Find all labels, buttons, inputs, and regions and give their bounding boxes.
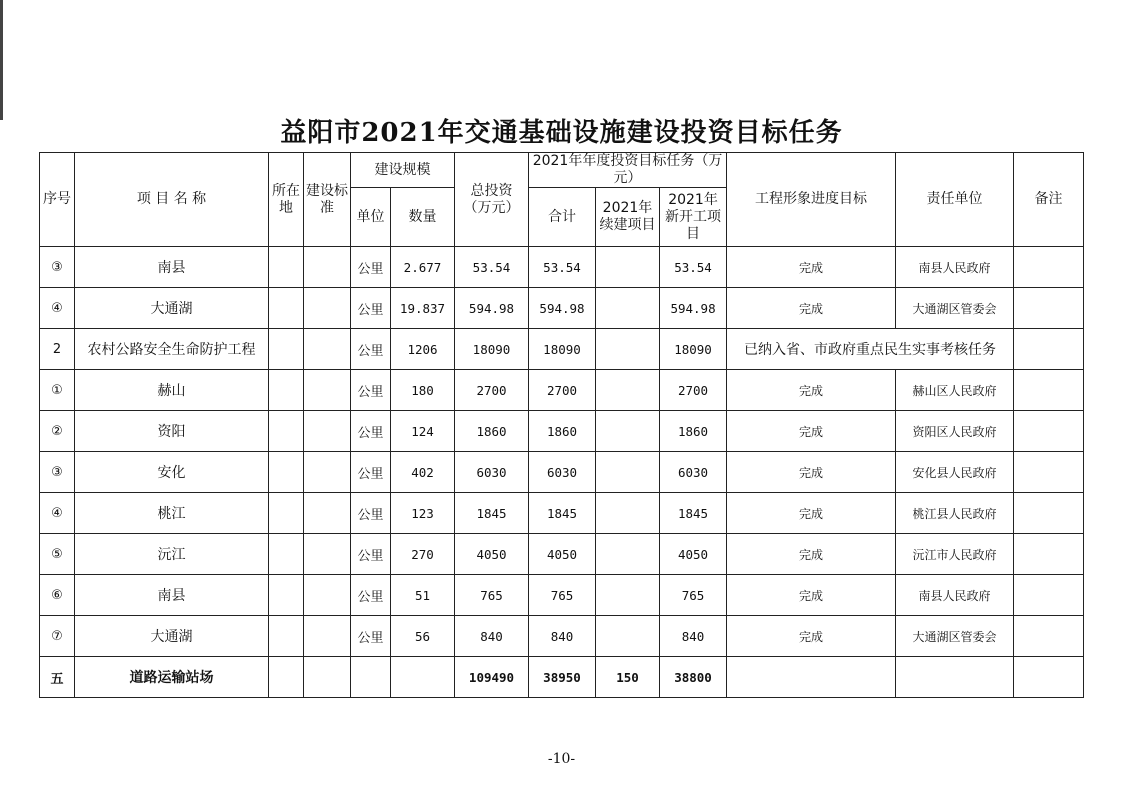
header-remarks: 备注 (1014, 153, 1084, 247)
cell-total: 594.98 (455, 288, 529, 329)
header-unit: 单位 (351, 188, 391, 247)
cell-goal: 完成 (727, 575, 896, 616)
cell-responsible (896, 657, 1014, 698)
cell-location (269, 411, 304, 452)
header-continued: 2021年续建项目 (596, 188, 660, 247)
cell-continued (596, 452, 660, 493)
cell-remarks (1014, 657, 1084, 698)
cell-new: 6030 (660, 452, 727, 493)
cell-goal: 完成 (727, 411, 896, 452)
cell-responsible: 南县人民政府 (896, 247, 1014, 288)
cell-new: 594.98 (660, 288, 727, 329)
cell-subtotal: 765 (529, 575, 596, 616)
cell-continued: 150 (596, 657, 660, 698)
table-row (40, 329, 1084, 370)
cell-total: 53.54 (455, 247, 529, 288)
table-body (40, 247, 1084, 698)
cell-continued (596, 247, 660, 288)
cell-unit: 公里 (351, 288, 391, 329)
cell-name: 南县 (75, 247, 269, 288)
cell-goal: 完成 (727, 534, 896, 575)
cell-goal: 完成 (727, 493, 896, 534)
cell-responsible: 沅江市人民政府 (896, 534, 1014, 575)
cell-unit (351, 657, 391, 698)
cell-responsible: 赫山区人民政府 (896, 370, 1014, 411)
cell-subtotal: 53.54 (529, 247, 596, 288)
cell-remarks (1014, 616, 1084, 657)
table-row (40, 616, 1084, 657)
cell-remarks (1014, 575, 1084, 616)
cell-name: 南县 (75, 575, 269, 616)
cell-unit: 公里 (351, 616, 391, 657)
cell-total: 6030 (455, 452, 529, 493)
cell-remarks (1014, 493, 1084, 534)
cell-goal: 完成 (727, 247, 896, 288)
cell-goal: 完成 (727, 452, 896, 493)
cell-continued (596, 493, 660, 534)
table-row-category (40, 657, 1084, 698)
cell-name: 桃江 (75, 493, 269, 534)
cell-standard (304, 370, 351, 411)
table-header (40, 153, 1084, 247)
cell-name: 道路运输站场 (75, 657, 269, 698)
cell-quantity: 270 (391, 534, 455, 575)
cell-subtotal: 840 (529, 616, 596, 657)
cell-new: 1845 (660, 493, 727, 534)
cell-quantity: 19.837 (391, 288, 455, 329)
cell-new: 4050 (660, 534, 727, 575)
cell-unit: 公里 (351, 452, 391, 493)
cell-standard (304, 288, 351, 329)
cell-unit: 公里 (351, 247, 391, 288)
cell-standard (304, 575, 351, 616)
cell-continued (596, 329, 660, 370)
table-row (40, 452, 1084, 493)
cell-remarks (1014, 288, 1084, 329)
header-name: 项 目 名 称 (75, 153, 269, 247)
cell-standard (304, 411, 351, 452)
cell-seq: ③ (40, 247, 75, 288)
page-edge-mark (0, 0, 3, 120)
cell-goal: 完成 (727, 370, 896, 411)
cell-seq: ⑦ (40, 616, 75, 657)
cell-unit: 公里 (351, 329, 391, 370)
cell-unit: 公里 (351, 370, 391, 411)
cell-remarks (1014, 329, 1084, 370)
cell-subtotal: 1860 (529, 411, 596, 452)
cell-location (269, 657, 304, 698)
cell-total: 4050 (455, 534, 529, 575)
header-new-projects: 2021年新开工项目 (660, 188, 727, 247)
header-scale: 建设规模 (351, 153, 455, 188)
cell-quantity: 402 (391, 452, 455, 493)
cell-quantity: 51 (391, 575, 455, 616)
cell-responsible: 南县人民政府 (896, 575, 1014, 616)
cell-seq: ④ (40, 493, 75, 534)
header-target-2021: 2021年年度投资目标任务（万元） (529, 153, 727, 188)
cell-standard (304, 247, 351, 288)
cell-remarks (1014, 534, 1084, 575)
cell-continued (596, 411, 660, 452)
cell-remarks (1014, 452, 1084, 493)
cell-new: 2700 (660, 370, 727, 411)
cell-location (269, 493, 304, 534)
cell-subtotal: 6030 (529, 452, 596, 493)
page-number: -10- (547, 751, 576, 767)
table-row (40, 575, 1084, 616)
cell-subtotal: 594.98 (529, 288, 596, 329)
cell-standard (304, 616, 351, 657)
cell-new: 840 (660, 616, 727, 657)
cell-seq: ① (40, 370, 75, 411)
cell-seq: ③ (40, 452, 75, 493)
header-subtotal: 合计 (529, 188, 596, 247)
cell-quantity: 1206 (391, 329, 455, 370)
cell-name: 安化 (75, 452, 269, 493)
cell-name: 农村公路安全生命防护工程 (75, 329, 269, 370)
cell-subtotal: 18090 (529, 329, 596, 370)
cell-name: 资阳 (75, 411, 269, 452)
cell-location (269, 329, 304, 370)
cell-responsible: 资阳区人民政府 (896, 411, 1014, 452)
cell-continued (596, 616, 660, 657)
investment-table (39, 152, 1084, 698)
cell-goal-merged: 已纳入省、市政府重点民生实事考核任务 (727, 329, 1014, 370)
cell-location (269, 452, 304, 493)
cell-new: 18090 (660, 329, 727, 370)
cell-continued (596, 370, 660, 411)
cell-name: 大通湖 (75, 616, 269, 657)
cell-subtotal: 2700 (529, 370, 596, 411)
cell-name: 大通湖 (75, 288, 269, 329)
table-row (40, 534, 1084, 575)
cell-continued (596, 575, 660, 616)
cell-continued (596, 288, 660, 329)
cell-goal: 完成 (727, 288, 896, 329)
cell-location (269, 575, 304, 616)
cell-total: 840 (455, 616, 529, 657)
table-row (40, 288, 1084, 329)
cell-subtotal: 1845 (529, 493, 596, 534)
cell-responsible: 安化县人民政府 (896, 452, 1014, 493)
cell-seq: ② (40, 411, 75, 452)
cell-standard (304, 534, 351, 575)
cell-responsible: 大通湖区管委会 (896, 616, 1014, 657)
cell-unit: 公里 (351, 534, 391, 575)
cell-quantity: 180 (391, 370, 455, 411)
header-responsible: 责任单位 (896, 153, 1014, 247)
cell-new: 765 (660, 575, 727, 616)
cell-seq: 五 (40, 657, 75, 698)
cell-goal: 完成 (727, 616, 896, 657)
cell-remarks (1014, 247, 1084, 288)
cell-seq: 2 (40, 329, 75, 370)
cell-quantity: 124 (391, 411, 455, 452)
cell-responsible: 桃江县人民政府 (896, 493, 1014, 534)
cell-quantity (391, 657, 455, 698)
cell-location (269, 247, 304, 288)
cell-standard (304, 452, 351, 493)
cell-total: 765 (455, 575, 529, 616)
cell-subtotal: 4050 (529, 534, 596, 575)
cell-unit: 公里 (351, 575, 391, 616)
cell-seq: ④ (40, 288, 75, 329)
cell-total: 1845 (455, 493, 529, 534)
cell-new: 53.54 (660, 247, 727, 288)
header-total-investment: 总投资（万元） (455, 153, 529, 247)
cell-name: 沅江 (75, 534, 269, 575)
cell-unit: 公里 (351, 411, 391, 452)
cell-standard (304, 329, 351, 370)
cell-standard (304, 657, 351, 698)
header-standard: 建设标准 (304, 153, 351, 247)
cell-location (269, 370, 304, 411)
cell-responsible: 大通湖区管委会 (896, 288, 1014, 329)
header-progress-goal: 工程形象进度目标 (727, 153, 896, 247)
cell-new: 1860 (660, 411, 727, 452)
cell-unit: 公里 (351, 493, 391, 534)
page-title: 益阳市2021年交通基础设施建设投资目标任务 (280, 118, 843, 148)
cell-remarks (1014, 370, 1084, 411)
cell-total: 2700 (455, 370, 529, 411)
cell-goal (727, 657, 896, 698)
table-row (40, 493, 1084, 534)
cell-name: 赫山 (75, 370, 269, 411)
header-quantity: 数量 (391, 188, 455, 247)
cell-new: 38800 (660, 657, 727, 698)
cell-continued (596, 534, 660, 575)
cell-total: 1860 (455, 411, 529, 452)
cell-location (269, 288, 304, 329)
cell-subtotal: 38950 (529, 657, 596, 698)
cell-location (269, 534, 304, 575)
table-row (40, 411, 1084, 452)
header-location: 所在地 (269, 153, 304, 247)
cell-total: 109490 (455, 657, 529, 698)
cell-total: 18090 (455, 329, 529, 370)
cell-quantity: 123 (391, 493, 455, 534)
cell-quantity: 56 (391, 616, 455, 657)
cell-seq: ⑤ (40, 534, 75, 575)
cell-quantity: 2.677 (391, 247, 455, 288)
header-seq: 序号 (40, 153, 75, 247)
cell-remarks (1014, 411, 1084, 452)
cell-location (269, 616, 304, 657)
cell-standard (304, 493, 351, 534)
table-row (40, 370, 1084, 411)
table-row (40, 247, 1084, 288)
cell-seq: ⑥ (40, 575, 75, 616)
